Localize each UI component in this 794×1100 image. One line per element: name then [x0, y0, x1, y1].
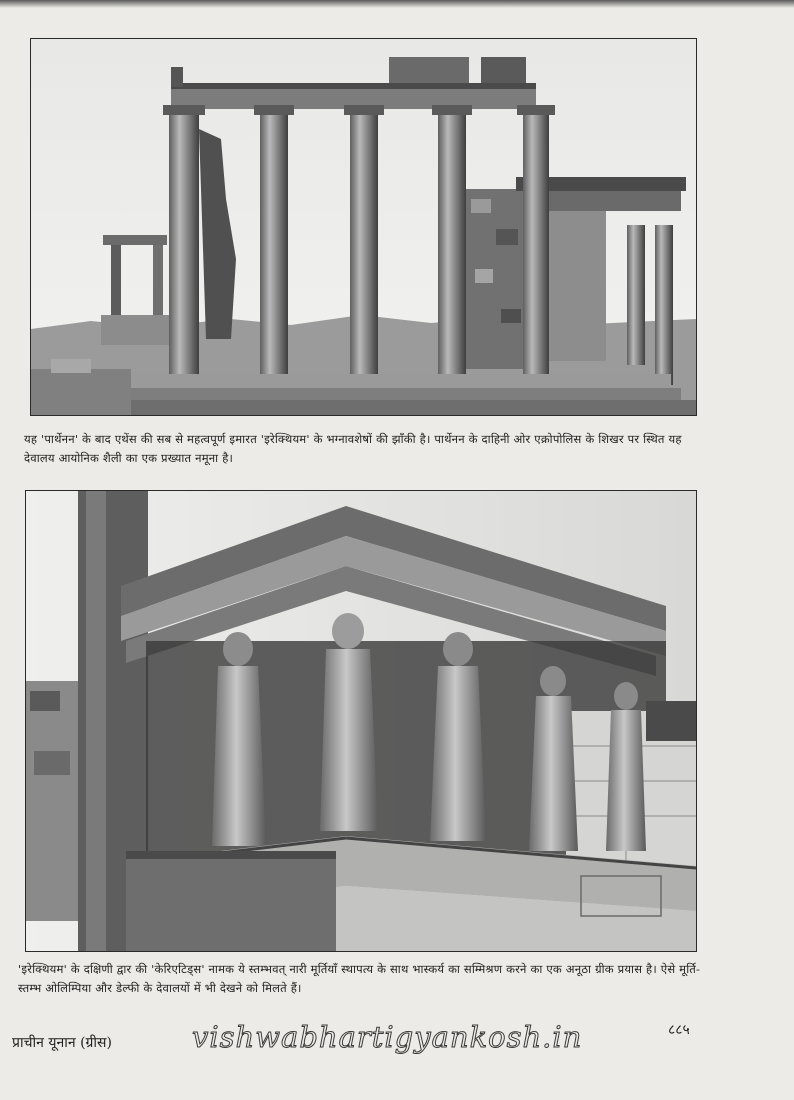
photo-caption-erechtheion: यह 'पार्थेनन' के बाद एथेंस की सब से महत्वपूर्ण इमारत 'इरेक्थियम' के भग्नावशेषों की झाँकी है। पार्थेनन के दाहिनी ओर एक्रोपोलिस के शिखर पर स्थित यह देवालय आयोनिक शैली का एक प्रख्यात नमूना है।: [24, 432, 682, 465]
page-number: ८८५: [668, 1022, 690, 1038]
photo-caption-caryatids: 'इरेक्थियम' के दक्षिणी द्वार की 'केरिएटिड्स' नामक ये स्तम्भवत् नारी मूर्तियाँ स्थापत्य के साथ भास्कर्य का सम्मिश्रण करने का एक अनूठा ग्रीक प्रयास है। ऐसे मूर्ति-स्तम्भ ओलिम्पिया और डेल्फी के देवालयों में भी देखने को मिलते हैं।: [18, 962, 701, 995]
section-title-footer: प्राचीन यूनान (ग्रीस): [12, 1035, 112, 1051]
caryatids-porch-photo: [25, 490, 697, 952]
erechtheion-columns-photo: [30, 38, 697, 416]
site-watermark: vishwabhartigyankosh.in: [192, 1020, 583, 1054]
page-edge-shadow: [0, 0, 794, 8]
